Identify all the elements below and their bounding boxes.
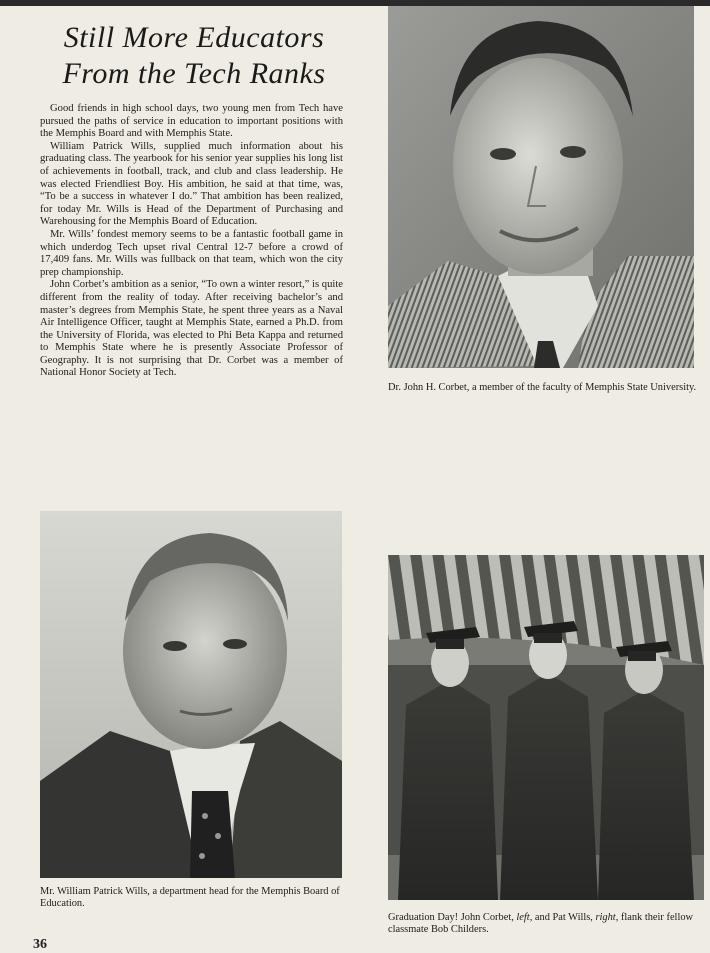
graduation-caption-part: Graduation Day! John Corbet, xyxy=(388,912,517,923)
graduation-caption-part: and Pat Wills, xyxy=(532,912,596,923)
graduation-caption-part: flank their fellow classmate Bob Childers. xyxy=(388,912,694,935)
article-paragraph: Good friends in high school days, two young men from Tech have pursued the paths of service in education to important positions with the Memphis Board and with Memphis State. xyxy=(40,103,343,140)
page-title xyxy=(34,20,354,92)
graduation-photo-caption xyxy=(388,912,704,935)
wills-photo-caption: Mr. William Patrick Wills, a department head for the Memphis Board of Education. xyxy=(40,886,340,909)
article-paragraph: Mr. Wills’ fondest memory seems to be a fantastic football game in which underdog Tech upset rival Central 12-7 before a crowd of 17,409 fans. Mr. Wills was fullback on that team, which won the city prep championship. xyxy=(40,228,343,278)
page-number: 36 xyxy=(33,937,47,952)
graduation-day-photo xyxy=(388,555,704,900)
article-paragraph: William Patrick Wills, supplied much information about his graduating class. The yearbook for his senior year supplies his long list of achievements in football, track, and club and class leadership. He was elected Friendliest Boy. His ambition, he said at that time, was, “To be a success in whatever I do.” That ambition has been realized, for today Mr. Wills is Head of the Department of Purchasing and Warehousing for the Memphis Board of Education. xyxy=(40,140,343,228)
graduation-caption-right: right, xyxy=(595,912,619,923)
corbet-portrait-photo xyxy=(388,6,694,368)
graduation-caption-left: left, xyxy=(516,912,533,923)
title-line-2: From the Tech Ranks xyxy=(62,57,326,90)
article-body xyxy=(40,103,343,380)
wills-portrait-photo xyxy=(40,511,342,878)
corbet-photo-caption: Dr. John H. Corbet, a member of the faculty of Memphis State University. xyxy=(388,382,697,393)
title-line-1: Still More Educators xyxy=(63,21,325,54)
article-paragraph: John Corbet’s ambition as a senior, “To own a winter resort,” is quite different from the reality of today. After receiving bachelor’s and master’s degrees from Memphis State, he spent three years as a Naval Air Intelligence Officer, taught at Memphis State, earned a Ph.D. from the University of Florida, was elected to Phi Beta Kappa and returned to Memphis State where he is presently Associate Professor of Geography. It is not surprising that Dr. Corbet was a member of National Honor Society at Tech. xyxy=(40,279,343,379)
